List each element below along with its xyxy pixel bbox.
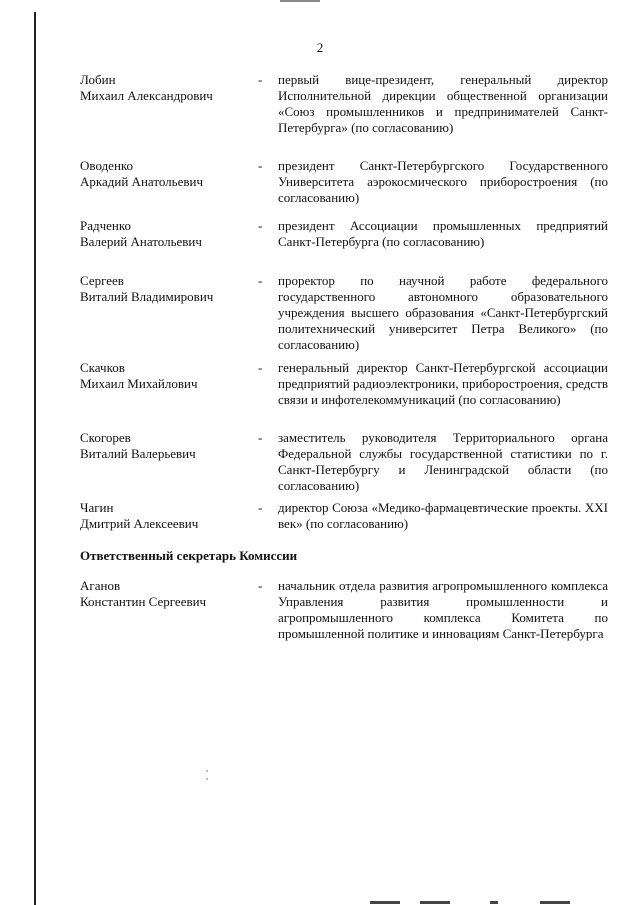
member-role: директор Союза «Медико-фармацевтические проекты. XXI век» (по согласованию) (278, 500, 608, 531)
member-given-names: Михаил Михайлович (80, 376, 198, 391)
entry-dash: - (258, 500, 263, 515)
member-surname: Скогорев (80, 430, 131, 445)
scan-mark (540, 901, 570, 904)
entry-dash: - (258, 273, 263, 288)
member-surname: Лобин (80, 72, 116, 87)
member-given-names: Дмитрий Алексеевич (80, 516, 199, 531)
secretary-role: начальник отдела развития агропромышленного комплекса Управления развития промышленности и агропромышленного комплекса Комитета по промышленной политике и инновациям Санкт-Петербурга (278, 578, 608, 641)
entry-dash: - (258, 218, 263, 233)
scan-top-mark (280, 0, 320, 2)
scan-mark (370, 901, 400, 904)
scan-speck (206, 778, 208, 780)
member-role: заместитель руководителя Территориального органа Федеральной службы государственной статистики по г. Санкт-Петербургу и Ленинградской области (по согласованию) (278, 430, 608, 493)
binding-edge-line (34, 12, 36, 905)
member-role: генеральный директор Санкт-Петербургской ассоциации предприятий радиоэлектроники, приборостроения, средств связи и инфотелекоммуникаций (по согласованию) (278, 360, 608, 407)
entry-dash: - (258, 430, 263, 445)
member-name (80, 218, 255, 250)
scan-bottom-marks (330, 901, 620, 905)
member-surname: Сергеев (80, 273, 124, 288)
member-surname: Скачков (80, 360, 125, 375)
member-surname: Оводенко (80, 158, 134, 173)
member-role: проректор по научной работе федерального государственного автономного образовательного учреждения высшего образования «Санкт-Петербургский политехнический университет Петра Великого» (по согласованию) (278, 273, 608, 352)
member-name (80, 360, 255, 392)
member-given-names: Валерий Анатольевич (80, 234, 202, 249)
entry-dash: - (258, 72, 263, 87)
member-name (80, 158, 255, 190)
member-given-names: Аркадий Анатольевич (80, 174, 203, 189)
member-role: первый вице-президент, генеральный директор Исполнительной дирекции общественной организации «Союз промышленников и предпринимателей Санкт-Петербурга» (по согласованию) (278, 72, 608, 135)
scan-mark (420, 901, 450, 904)
secretary-given-names: Константин Сергеевич (80, 594, 207, 609)
member-given-names: Виталий Валерьевич (80, 446, 196, 461)
entry-dash: - (258, 360, 263, 375)
section-heading: Ответственный секретарь Комиссии (80, 548, 298, 563)
member-surname: Чагин (80, 500, 114, 515)
entry-dash: - (258, 578, 263, 593)
entry-dash: - (258, 158, 263, 173)
scan-speck (206, 770, 208, 772)
scan-mark (490, 901, 498, 904)
member-role: президент Санкт-Петербургского Государственного Университета аэрокосмического приборостроения (по согласованию) (278, 158, 608, 205)
member-surname: Радченко (80, 218, 132, 233)
secretary-surname: Аганов (80, 578, 121, 593)
member-name (80, 430, 255, 462)
member-role: президент Ассоциации промышленных предприятий Санкт-Петербурга (по согласованию) (278, 218, 608, 249)
member-given-names: Михаил Александрович (80, 88, 213, 103)
member-name (80, 273, 255, 305)
secretary-name (80, 578, 255, 610)
member-given-names: Виталий Владимирович (80, 289, 214, 304)
member-name (80, 500, 255, 532)
page-number: 2 (316, 40, 324, 55)
member-name (80, 72, 255, 104)
